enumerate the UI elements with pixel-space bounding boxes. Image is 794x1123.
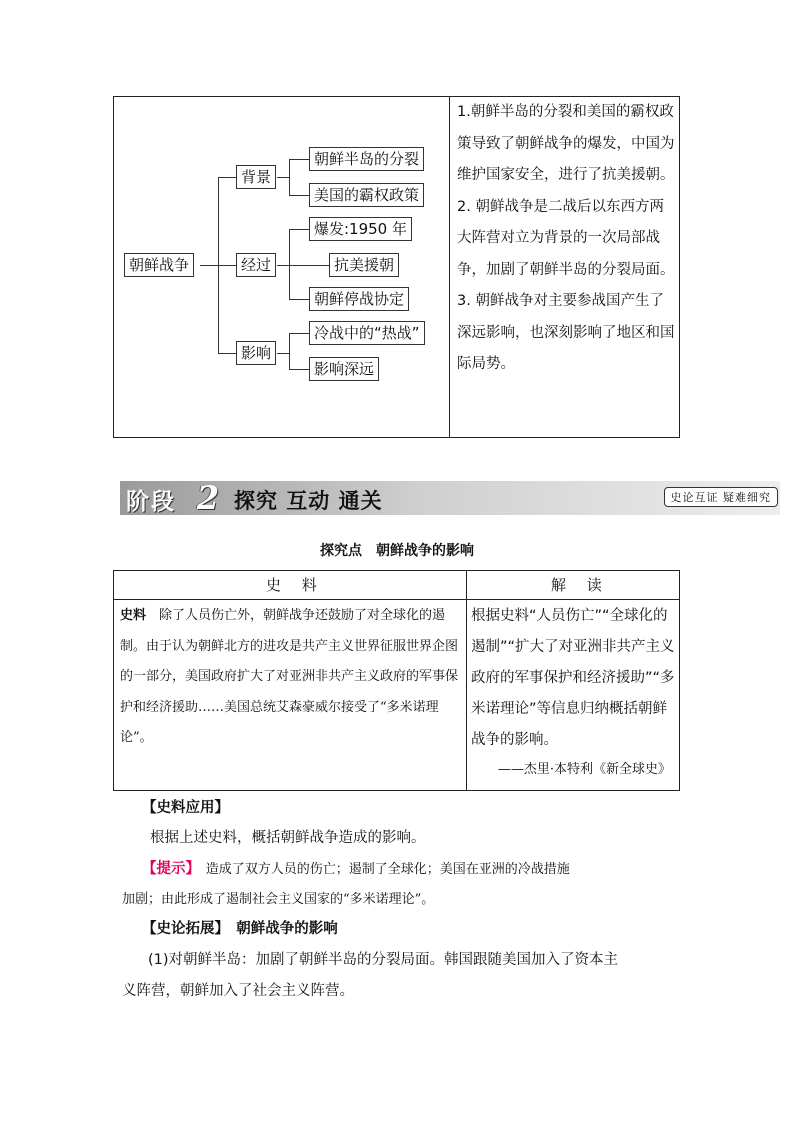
summary-box <box>113 96 680 438</box>
application-question: 根据上述史料，概括朝鲜战争造成的影响。 <box>150 830 426 846</box>
extension-heading-line <box>142 917 338 938</box>
tree-leaf: 爆发:1950 年 <box>309 217 412 241</box>
tree-branch-process: 经过 <box>236 253 276 277</box>
banner-stage-number: 2 <box>196 479 220 517</box>
tree-root-node: 朝鲜战争 <box>124 253 194 277</box>
stage-banner <box>120 481 780 515</box>
tree-leaf: 冷战中的“热战” <box>309 321 425 345</box>
source-excerpt <box>120 601 462 754</box>
leaf-connector <box>277 177 289 178</box>
hint-text: 造成了双方人员的伤亡；遏制了全球化；美国在亚洲的冷战措施 <box>192 862 570 877</box>
summary-point: 3. 朝鲜战争对主要参战国产生了深远影响，也深刻影响了地区和国际局势。 <box>457 293 675 372</box>
hint-text-continued: 加剧；由此形成了遏制社会主义国家的“多米诺理论”。 <box>122 892 435 907</box>
branch-connector <box>218 265 236 266</box>
leaf-connector <box>289 195 309 196</box>
explore-title: 探究点 朝鲜战争的影响 <box>320 543 474 559</box>
source-table <box>113 570 680 791</box>
leaf-trunk <box>289 229 290 299</box>
col-header-source: 史 料 <box>266 576 325 594</box>
extension-heading: 【史论拓展】 <box>142 921 222 937</box>
source-label: 史料 <box>120 608 147 623</box>
leaf-connector <box>289 159 309 160</box>
table-column-divider <box>466 571 467 790</box>
tree-leaf: 抗美援朝 <box>329 253 399 277</box>
leaf-connector <box>289 229 309 230</box>
hint-line <box>142 857 570 878</box>
extension-topic: 朝鲜战争的影响 <box>221 921 338 937</box>
leaf-connector <box>277 353 289 354</box>
leaf-trunk <box>289 159 290 195</box>
extension-paragraph-continued: 义阵营，朝鲜加入了社会主义阵营。 <box>122 983 354 999</box>
summary-point: 1.朝鲜半岛的分裂和美国的霸权政策导致了朝鲜战争的爆发，中国为维护国家安全，进行了抗美援朝。 <box>457 104 675 183</box>
summary-divider <box>449 97 450 437</box>
interpretation-text: 根据史料“人员伤亡”“全球化的遏制”“扩大了对亚洲非共产主义政府的军事保护和经济援助”“多米诺理论”等信息归纳概括朝鲜战争的影响。 <box>471 608 675 748</box>
hint-label: 【提示】 <box>142 861 193 877</box>
banner-title: 探究 互动 通关 <box>234 488 383 513</box>
summary-points <box>457 97 677 381</box>
branch-connector <box>218 177 236 178</box>
leaf-trunk <box>289 333 290 369</box>
leaf-connector <box>289 265 329 266</box>
tree-leaf: 影响深远 <box>309 357 379 381</box>
tree-branch-background: 背景 <box>236 165 276 189</box>
root-connector <box>200 265 218 266</box>
application-heading: 【史料应用】 <box>142 800 229 816</box>
leaf-connector <box>277 265 289 266</box>
branch-connector <box>218 353 236 354</box>
tree-leaf: 朝鲜停战协定 <box>309 287 409 311</box>
leaf-connector <box>289 333 309 334</box>
banner-stage-label: 阶段 <box>126 488 176 515</box>
tree-leaf: 朝鲜半岛的分裂 <box>309 147 424 171</box>
banner-tag: 史论互证 疑难细究 <box>664 487 779 507</box>
leaf-connector <box>289 369 309 370</box>
col-header-interpretation: 解 读 <box>551 576 610 594</box>
tree-branch-impact: 影响 <box>236 341 276 365</box>
tree-leaf: 美国的霸权政策 <box>309 183 424 207</box>
source-citation: ——杰里·本特利《新全球史》 <box>497 762 671 777</box>
summary-point: 2. 朝鲜战争是二战后以东西方两大阵营对立为背景的一次局部战争，加剧了朝鲜半岛的分裂局面。 <box>457 198 675 278</box>
source-text: 除了人员伤亡外，朝鲜战争还鼓励了对全球化的遏制。由于认为朝鲜北方的进攻是共产主义世界征服世界企图的一部分，美国政府扩大了对亚洲非共产主义政府的军事保护和经济援助……美国总统艾森豪威尔接受了“多米诺理论”。 <box>120 608 459 745</box>
extension-paragraph: (1)对朝鲜半岛：加剧了朝鲜半岛的分裂局面。韩国跟随美国加入了资本主 <box>148 952 619 968</box>
leaf-connector <box>289 299 309 300</box>
